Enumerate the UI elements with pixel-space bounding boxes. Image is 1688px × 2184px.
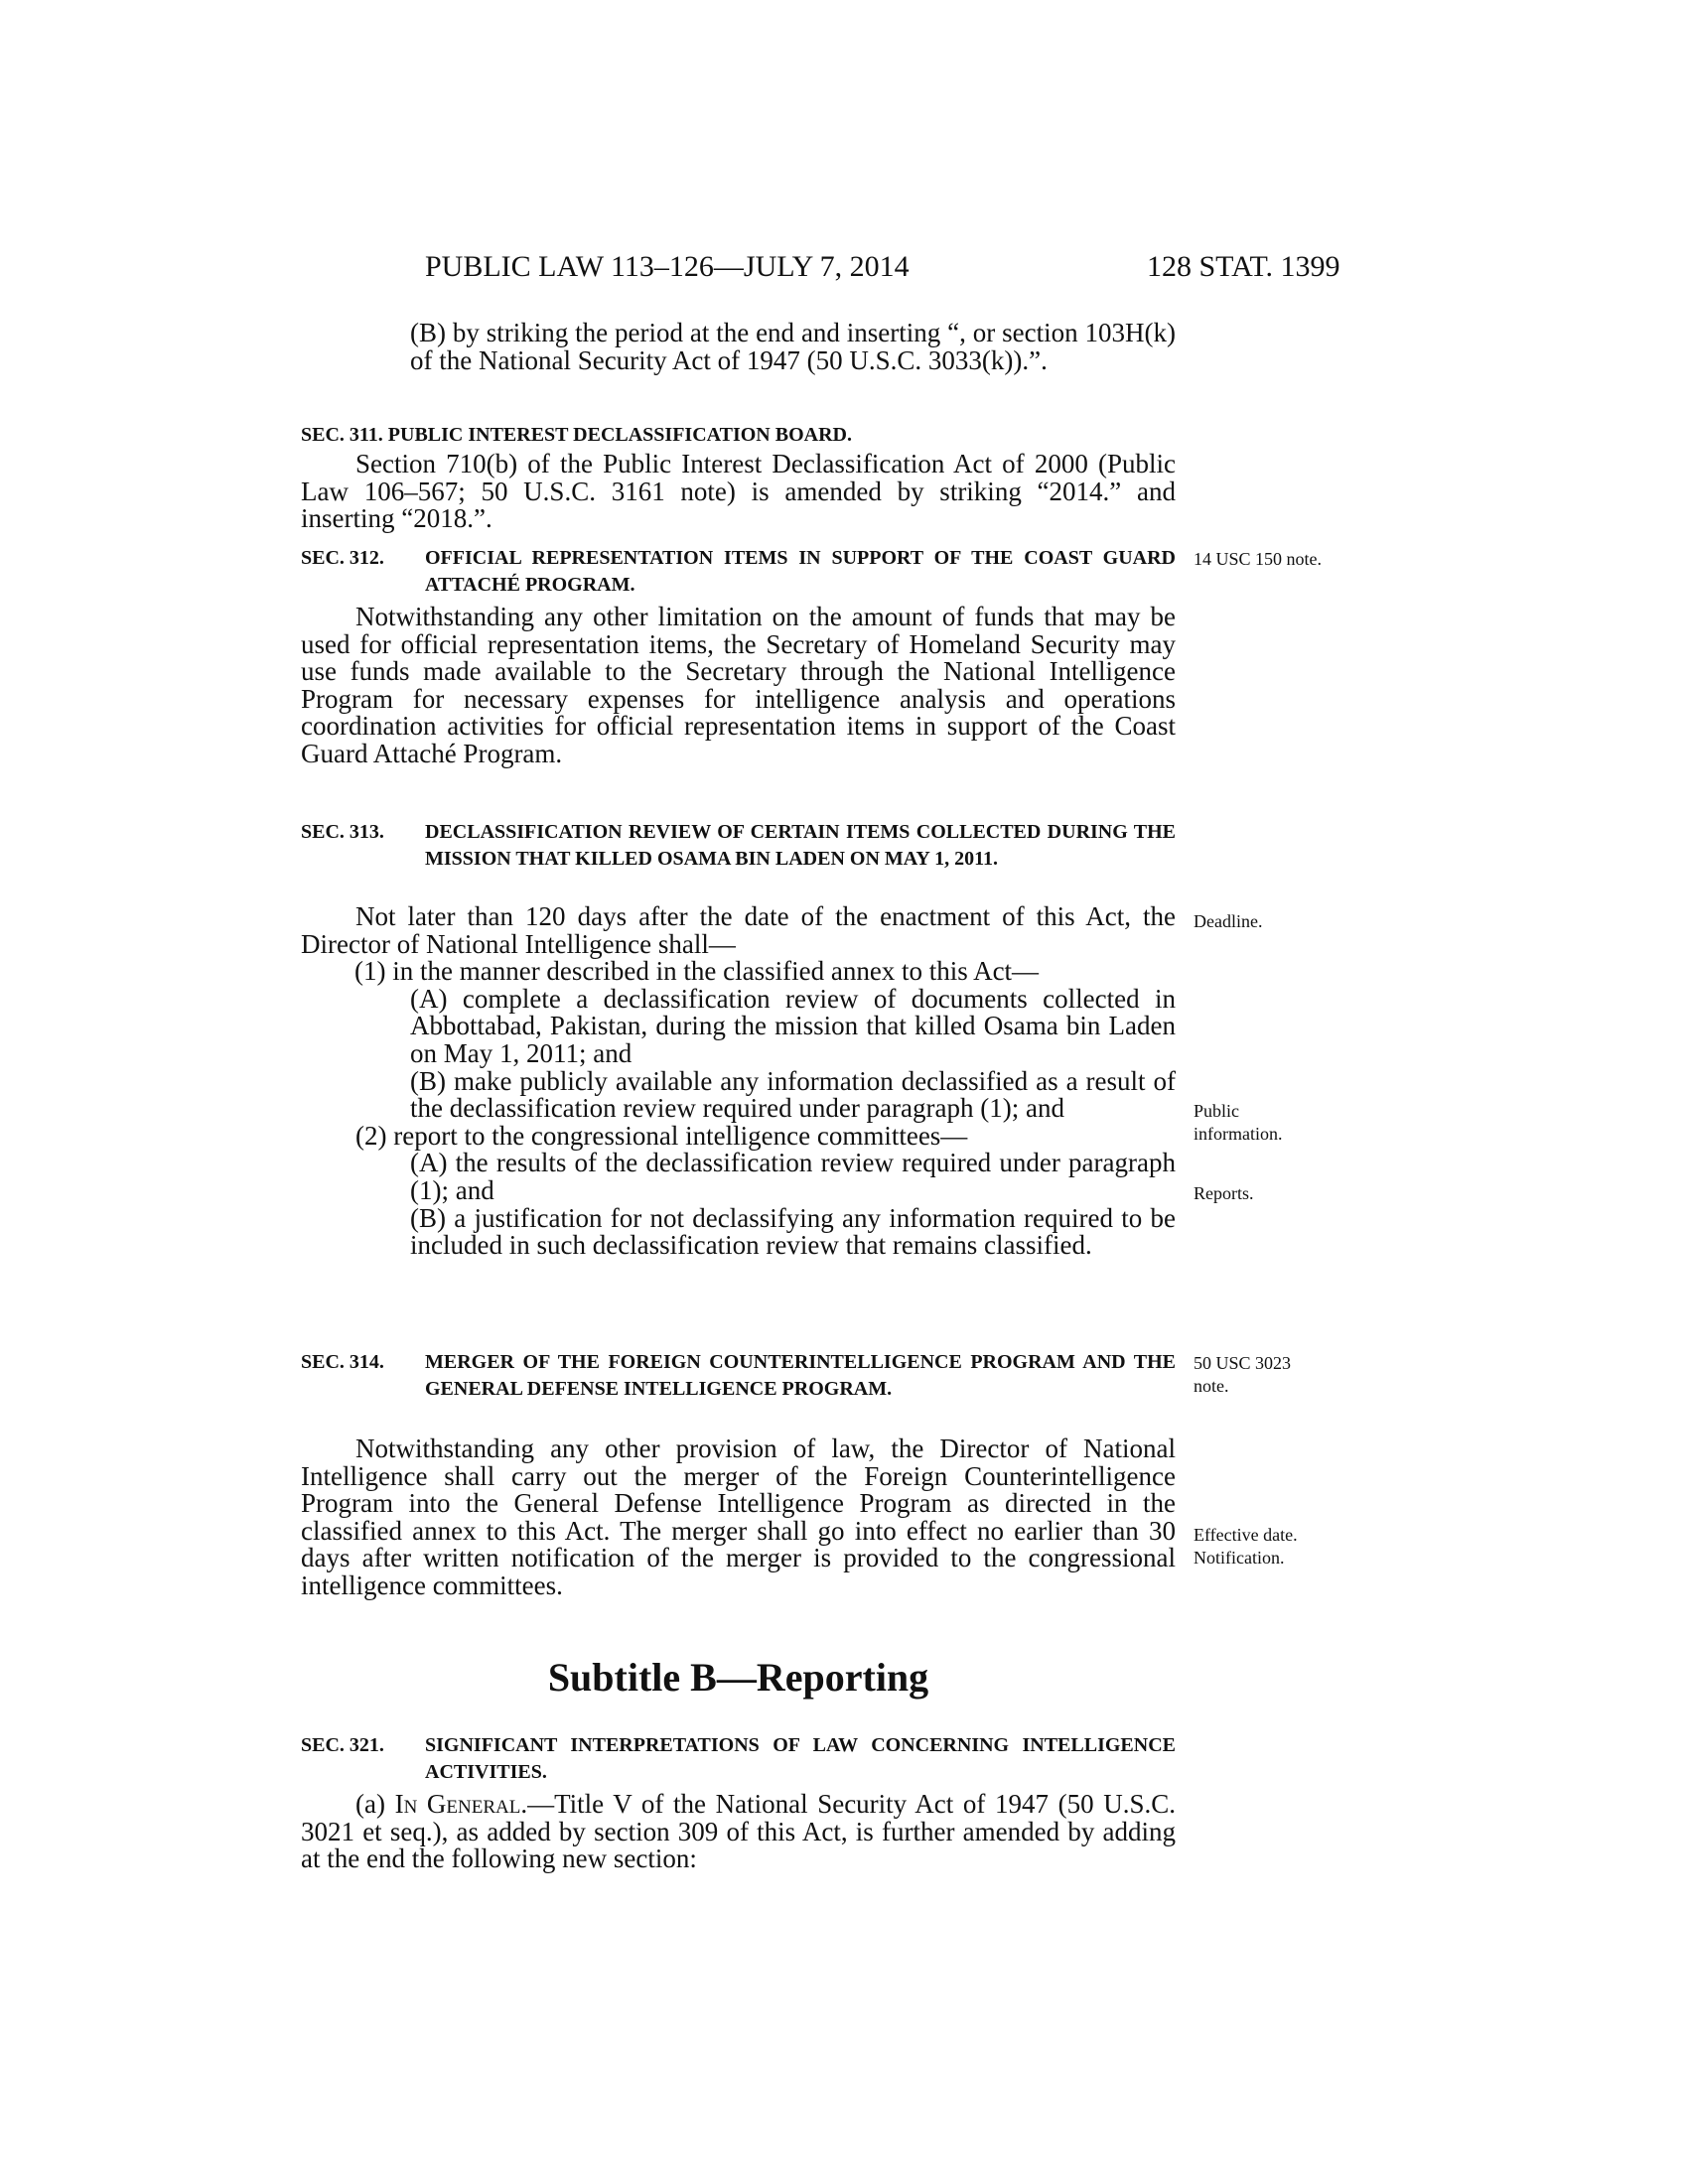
sec321-num: SEC. 321. [301, 1734, 384, 1756]
sec321-body: .—Title V of the National Security Act of 1947 (50 U.S.C. 3021 et seq.), as added by section 309 of this Act, is further amended by adding at the end the following new section: [301, 1789, 1176, 1874]
sec313-title: DECLASSIFICATION REVIEW OF CERTAIN ITEMS COLLECTED DURING THE MISSION THAT KILLED OSAMA BIN LADEN ON MAY 1, 2011. [425, 821, 1176, 870]
sec321-title: SIGNIFICANT INTERPRETATIONS OF LAW CONCERNING INTELLIGENCE ACTIVITIES. [425, 1734, 1176, 1783]
margin-note-14usc: 14 USC 150 note. [1194, 549, 1323, 569]
sec312-num: SEC. 312. [301, 547, 384, 569]
sec313-para-1b: (B) make publicly available any information declassified as a result of the declassification review required under paragraph (1); and [410, 1065, 1176, 1124]
sec311-heading: SEC. 311. PUBLIC INTEREST DECLASSIFICATION BOARD. [301, 424, 852, 446]
page-number: 128 STAT. 1399 [1147, 250, 1340, 283]
sec312-body: Notwithstanding any other limitation on the amount of funds that may be used for official representation items, the Secretary of Homeland Security may use funds made available to the Secretary through the National Intelligence Program for necessary expenses for intelligence analysis and operations coordination activities for official representation items in support of the Coast Guard Attaché Program. [301, 602, 1176, 768]
sec312-heading [301, 545, 1176, 599]
sec313-para-1: (1) in the manner described in the classified annex to this Act— [354, 956, 1040, 987]
sec321-lead: (a) [355, 1789, 395, 1819]
subtitle-heading: Subtitle B—Reporting [547, 1655, 929, 1700]
sec314-heading [301, 1349, 1176, 1403]
sec310-clause-b: (B) by striking the period at the end and inserting “, or section 103H(k) of the National Security Act of 1947 (50 U.S.C. 3033(k)).”. [410, 318, 1176, 375]
sec311-body: Section 710(b) of the Public Interest Declassification Act of 2000 (Public Law 106–567; 50 U.S.C. 3161 note) is amended by striking “2014.” and inserting “2018.”. [301, 449, 1176, 534]
sec313-heading [301, 819, 1176, 873]
margin-note-public: Public [1194, 1101, 1240, 1121]
sec313-num: SEC. 313. [301, 821, 384, 843]
margin-note-deadline: Deadline. [1194, 911, 1263, 931]
margin-note-note: note. [1194, 1376, 1229, 1396]
sec313-intro: Not later than 120 days after the date of the enactment of this Act, the Director of National Intelligence shall— [301, 901, 1176, 959]
margin-note-reports: Reports. [1194, 1183, 1254, 1203]
sec314-num: SEC. 314. [301, 1351, 384, 1373]
margin-note-50usc3023: 50 USC 3023 [1194, 1353, 1292, 1373]
sec313-para-2: (2) report to the congressional intelligence committees— [355, 1120, 968, 1151]
sec321-in-general: In General [394, 1789, 521, 1819]
sec312-title: OFFICIAL REPRESENTATION ITEMS IN SUPPORT OF THE COAST GUARD ATTACHÉ PROGRAM. [425, 547, 1176, 596]
sec313-para-2b: (B) a justification for not declassifying any information required to be included in such declassification review that remains classified. [410, 1202, 1176, 1261]
margin-note-effective-date: Effective date. [1194, 1525, 1298, 1545]
sec313-para-1a: (A) complete a declassification review of documents collected in Abbottabad, Pakistan, during the mission that killed Osama bin Laden on May 1, 2011; and [410, 983, 1176, 1068]
sec313-para-2a: (A) the results of the declassification review required under paragraph (1); and [410, 1148, 1176, 1205]
margin-note-information: information. [1194, 1124, 1283, 1144]
sec321-heading [301, 1732, 1176, 1786]
sec321-subsection-a [301, 1791, 1176, 1873]
margin-note-notification: Notification. [1194, 1548, 1285, 1568]
sec314-title: MERGER OF THE FOREIGN COUNTERINTELLIGENCE PROGRAM AND THE GENERAL DEFENSE INTELLIGENCE PROGRAM. [425, 1351, 1176, 1400]
sec314-body: Notwithstanding any other provision of law, the Director of National Intelligence shall carry out the merger of the Foreign Counterintelligence Program into the General Defense Intelligence Program as directed in the classified annex to this Act. The merger shall go into effect no earlier than 30 days after written notification of the merger is provided to the congressional intelligence committees. [301, 1433, 1176, 1600]
running-head: PUBLIC LAW 113–126—JULY 7, 2014 [425, 250, 910, 283]
